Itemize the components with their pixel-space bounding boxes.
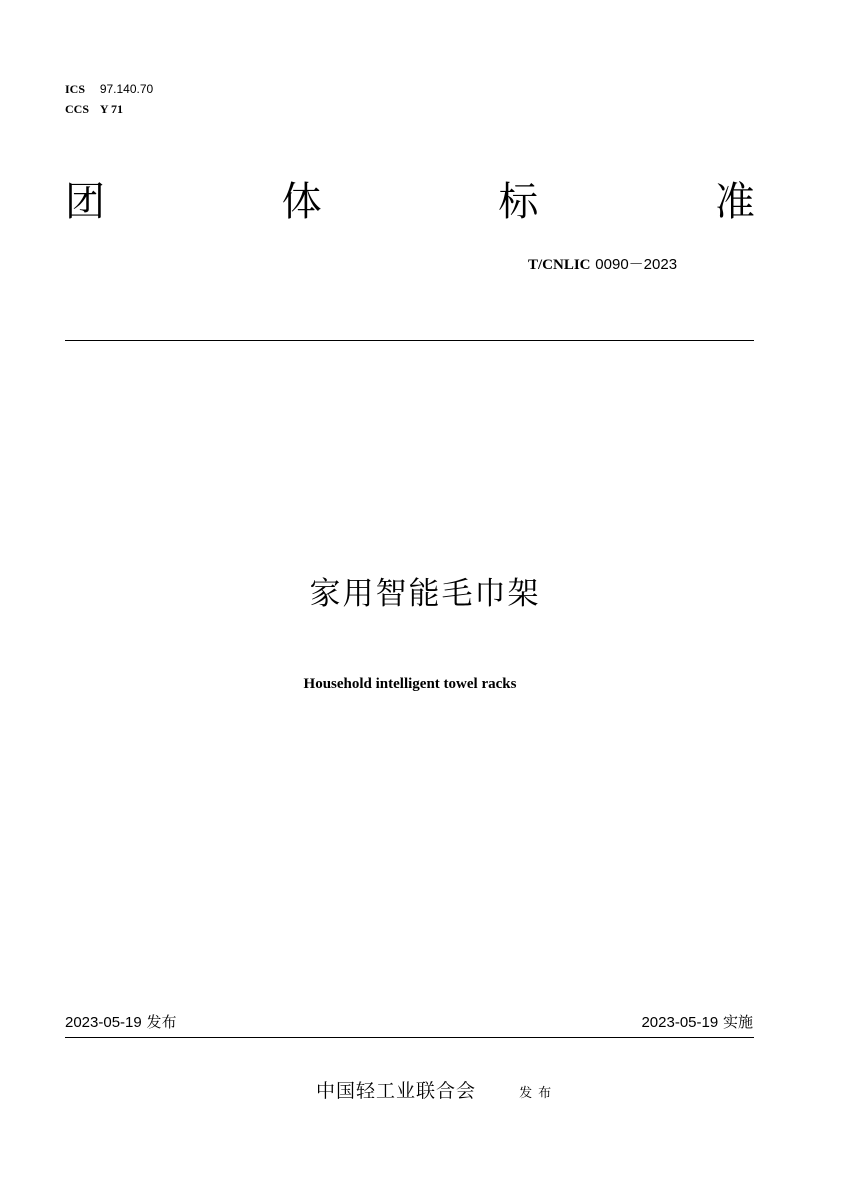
document-title-chinese: 家用智能毛巾架 (309, 576, 541, 612)
bottom-divider (65, 1037, 754, 1038)
standard-type-char: 标 (498, 179, 539, 225)
standard-type-char: 体 (281, 179, 322, 225)
ics-label: ICS (65, 82, 86, 96)
document-title-english: Household intelligent towel racks (303, 676, 517, 692)
publisher-name: 中国轻工业联合会 (316, 1080, 477, 1102)
standard-type-char: 准 (714, 179, 755, 225)
standard-type-heading (65, 178, 755, 226)
ccs-label: CCS (65, 102, 90, 116)
standard-number-code: 0090－2023 (595, 256, 678, 273)
implementation-date (641, 1011, 753, 1034)
ccs-code: Y 71 (99, 102, 124, 116)
publisher (316, 1078, 557, 1104)
standard-number (528, 253, 677, 276)
top-divider (65, 340, 754, 341)
release-date-value: 2023-05-19 (65, 1014, 142, 1031)
implementation-date-value: 2023-05-19 (641, 1014, 719, 1031)
release-date (65, 1011, 177, 1034)
ics-code: 97.140.70 (99, 82, 154, 96)
standard-number-prefix: T/CNLIC (528, 257, 591, 273)
ccs-row (65, 99, 153, 119)
release-date-label: 发布 (146, 1013, 177, 1031)
ics-row (65, 79, 153, 99)
implementation-date-label: 实施 (722, 1013, 753, 1031)
publisher-action: 发布 (519, 1086, 558, 1101)
standard-type-char: 团 (65, 179, 105, 225)
classification-codes (65, 79, 153, 119)
